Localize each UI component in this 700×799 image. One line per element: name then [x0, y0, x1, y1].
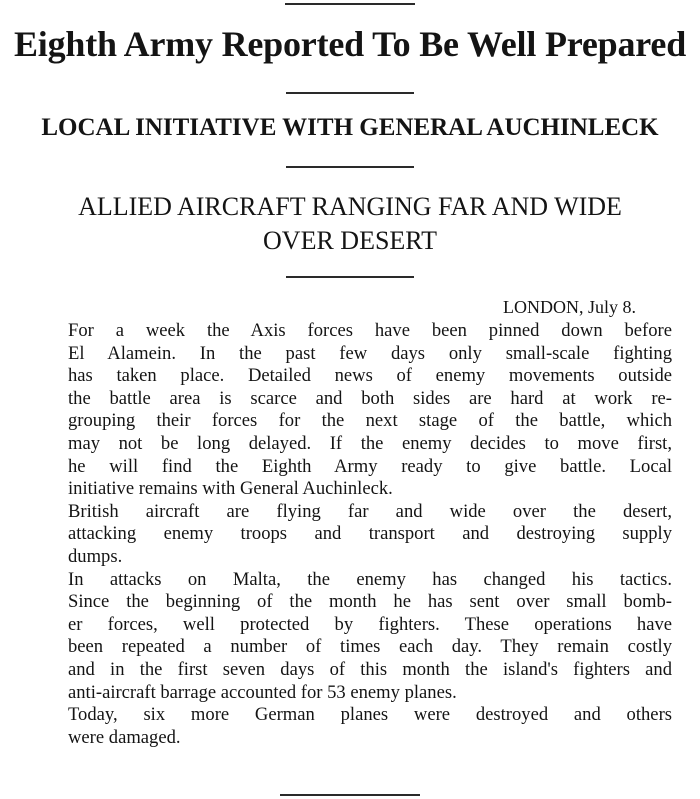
article-body: [6, 320, 672, 749]
text-line: the battle area is scarce and both sides are hard at work re-: [68, 387, 672, 409]
text-line: has taken place. Detailed news of enemy movements outside: [68, 365, 672, 387]
bottom-divider: [280, 794, 420, 796]
text-line: British aircraft are flying far and wide over the desert,: [68, 500, 672, 522]
text-line: dumps.: [68, 545, 123, 567]
text-line: attacking enemy troops and transport and destroying supply: [68, 523, 672, 545]
deck-headline: [0, 190, 700, 258]
sub-headline: LOCAL INITIATIVE WITH GENERAL AUCHINLECK: [41, 114, 659, 141]
text-line: Today, six more German planes were destroyed and others: [68, 704, 672, 726]
top-divider: [285, 3, 415, 5]
text-line: Since the beginning of the month he has sent over small bomb-: [68, 591, 672, 613]
text-line: he will find the Eighth Army ready to give battle. Local: [68, 455, 672, 477]
text-line: anti-aircraft barrage accounted for 53 enemy planes.: [68, 681, 457, 703]
text-line: El Alamein. In the past few days only small-scale fighting: [68, 342, 672, 364]
text-line: er forces, well protected by fighters. These operations have: [68, 613, 672, 635]
text-line: grouping their forces for the next stage of the battle, which: [68, 410, 672, 432]
deck-headline-line: ALLIED AIRCRAFT RANGING FAR AND WIDE: [78, 192, 622, 221]
article-paragraph: [6, 320, 672, 501]
main-headline: Eighth Army Reported To Be Well Prepared: [13, 24, 687, 64]
article-paragraph: [6, 569, 672, 705]
text-line: were damaged.: [68, 726, 181, 748]
article-paragraph: [6, 501, 672, 569]
text-line: initiative remains with General Auchinleck.: [68, 478, 393, 500]
article-paragraph: [6, 704, 672, 749]
headline-divider-1: [286, 92, 414, 94]
text-line: been repeated a number of times each day. They remain costly: [68, 636, 672, 658]
deck-headline-line: OVER DESERT: [263, 226, 437, 255]
headline-divider-3: [286, 276, 414, 278]
headline-divider-2: [286, 166, 414, 168]
text-line: may not be long delayed. If the enemy decides to move first,: [68, 432, 672, 454]
dateline: LONDON, July 8.: [503, 297, 636, 317]
text-line: In attacks on Malta, the enemy has changed his tactics.: [68, 568, 672, 590]
text-line: For a week the Axis forces have been pinned down before: [68, 320, 672, 341]
text-line: and in the first seven days of this month the island's fighters and: [68, 658, 672, 680]
